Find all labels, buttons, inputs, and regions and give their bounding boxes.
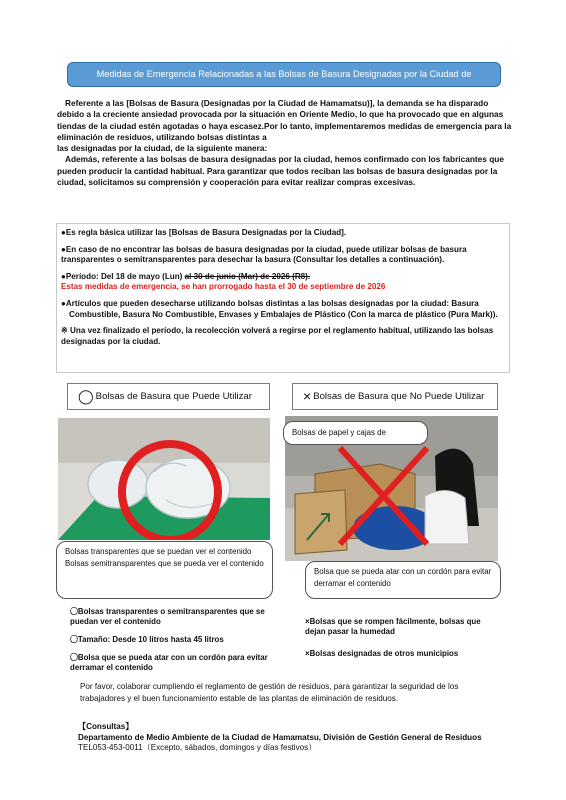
intro-paragraph-1: Referente a las [Bolsas de Basura (Designadas por la Ciudad de Hamamatsu)], la demanda se ha disparado debido a la creciente ansiedad provocada por la situación en Oriente Medio, lo que ha provocado que en algunas tiendas de la ciudad estén agotadas o haya escasez.Por lo tanto, implementaremos medidas de emergencia para la eliminación de residuos, utilizando bolsas distintas a: [57, 98, 512, 142]
unusable-bags-callout-bottom: Bolsa que se pueda atar con un cordón para evitar derramar el contenido: [305, 561, 501, 599]
unusable-item-fragile: ×Bolsas que se rompen fácilmente, bolsas que dejan pasar la humedad: [305, 617, 481, 636]
usable-item-transparent: 〇Bolsas transparentes o semitransparentes que se puedan ver el contenido: [70, 607, 265, 626]
rule-alternative: ●En caso de no encontrar las bolsas de basura designadas por la ciudad, puede utilizar bolsas de basura transparentes o semitransparentes para desechar la basura (Consultar los detalles a continuación).: [61, 244, 467, 265]
usable-bags-callout: [56, 541, 273, 599]
usable-item-tie: 〇Bolsa que se pueda atar con un cordón para evitar derramar el contenido: [70, 653, 268, 672]
usable-bags-header-label: Bolsas de Basura que Puede Utilizar: [95, 391, 252, 402]
circle-icon: ◯: [78, 388, 94, 404]
unusable-bags-header: [292, 383, 498, 410]
cross-icon: ×: [303, 388, 312, 404]
rule-items-list: Combustible, Basura No Combustible, Envases y Embalajes de Plástico (Con la marca de plástico (Pura Mark)).: [69, 309, 498, 319]
intro-paragraph-1-cont: las designadas por la ciudad, de la siguiente manera:: [57, 143, 268, 154]
callout-semitransparent: Bolsas semitransparentes que se pueda ver el contenido: [65, 559, 264, 568]
page-title-banner: Medidas de Emergencia Relacionadas a las Bolsas de Basura Designadas por la Ciudad de: [67, 62, 501, 87]
rule-period: [61, 272, 505, 293]
contact-phone: TEL053-453-0011（Excepto, sábados, domingos y días festivos）: [78, 743, 317, 752]
closing-note: [80, 681, 500, 704]
closing-line-2: trabajadores y el buen funcionamiento estable de las plantas de eliminación de residuos.: [80, 693, 399, 703]
closing-line-1: Por favor, colaborar cumpliendo el reglamento de gestión de residuos, para garantizar la seguridad de los: [80, 682, 459, 691]
contact-heading: 【Consultas】: [78, 722, 134, 731]
period-extension-notice: Estas medidas de emergencia, se han prorrogado hasta el 30 de septiembre de 2026: [61, 282, 386, 292]
unusable-item-other-municipality: ×Bolsas designadas de otros municipios: [305, 649, 459, 658]
intro-section: [57, 98, 512, 188]
contact-department: Departamento de Medio Ambiente de la Ciudad de Hamamatsu, División de Gestión General de Residuos: [78, 732, 482, 742]
period-text: ●Período: Del 18 de mayo (Lun): [61, 271, 185, 281]
usable-bags-list: [70, 607, 282, 681]
unusable-bags-list: [305, 617, 503, 667]
rule-basic: ●Es regla básica utilizar las [Bolsas de Basura Designadas por la Ciudad].: [61, 228, 347, 237]
intro-paragraph-2: Además, referente a las bolsas de basura designadas por la ciudad, hemos confirmado con los fabricantes que pueden producir la cantidad habitual. Para garantizar que todos reciban las bolsas de basura designadas por la ciudad, solicitamos su comprensión y cooperación para evitar realizar compras excesivas.: [57, 154, 504, 188]
callout-transparent: Bolsas transparentes que se puedan ver el contenido: [65, 547, 252, 556]
unusable-bags-callout-top: Bolsas de papel y cajas de: [283, 421, 428, 445]
rule-items: [61, 299, 505, 320]
unusable-bags-header-label: Bolsas de Basura que No Puede Utilizar: [313, 391, 485, 402]
period-old-end: al 30 de junio (Mar) de 2026 (R8).: [184, 271, 311, 281]
contact-section: [78, 722, 508, 754]
rules-box: [56, 223, 510, 373]
rule-after-period: ※ Una vez finalizado el período, la recolección volverá a regirse por el reglamento habitual, utilizando las bolsas designadas por la ciudad.: [61, 326, 494, 346]
usable-bags-header: [67, 383, 270, 410]
usable-item-size: 〇Tamaño: Desde 10 litros hasta 45 litros: [70, 635, 224, 644]
usable-bags-photo: [58, 418, 270, 540]
rule-items-intro: ●Artículos que pueden desecharse utilizando bolsas distintas a las bolsas designadas por la ciudad: Basura: [61, 298, 479, 308]
